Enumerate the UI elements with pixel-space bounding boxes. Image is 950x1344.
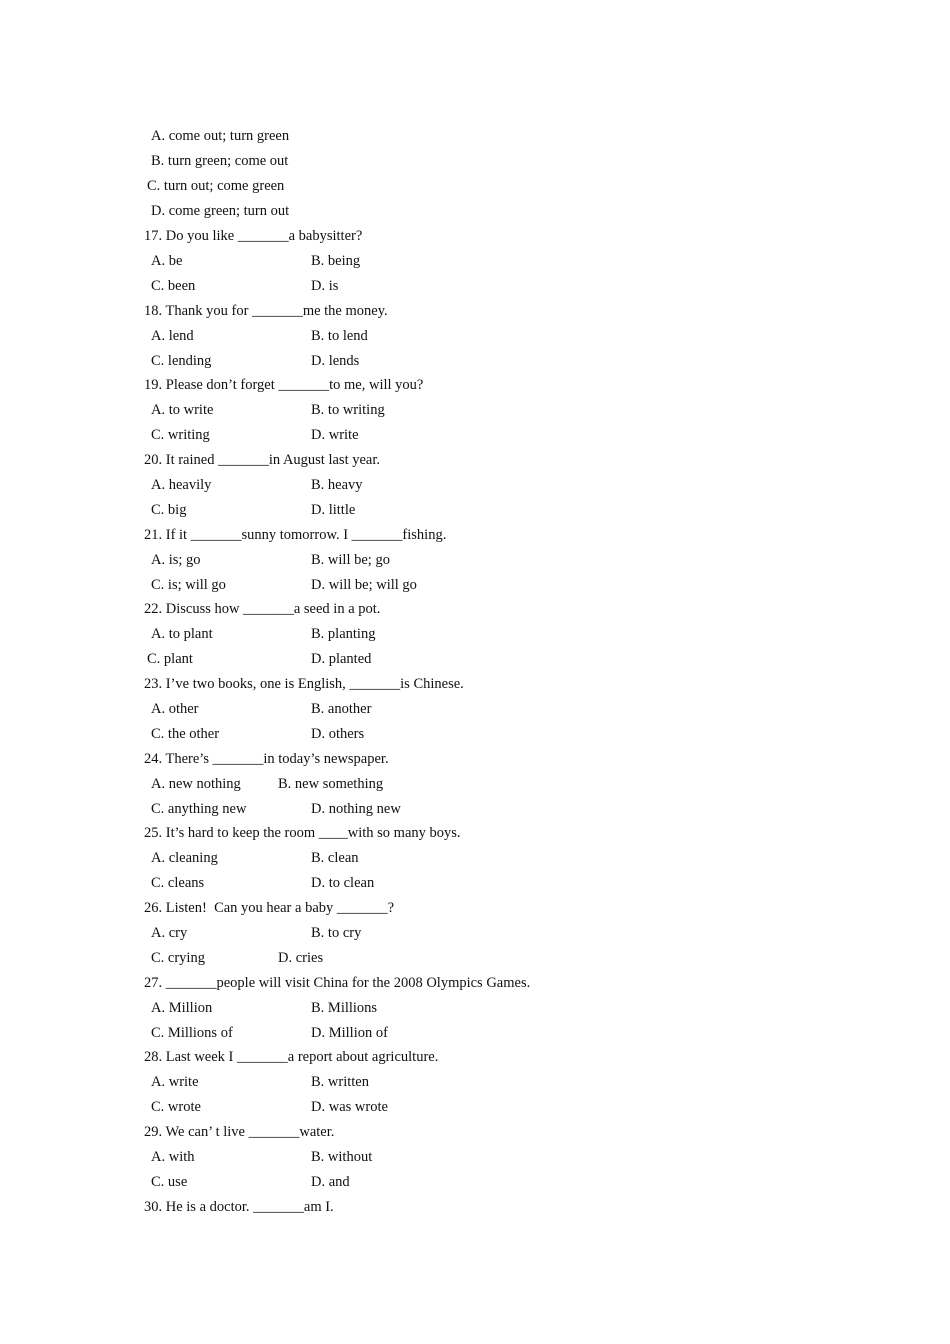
option-c: C. wrote xyxy=(151,1099,201,1115)
option-d: D. Million of xyxy=(311,1025,388,1041)
option-d: D. was wrote xyxy=(311,1099,388,1115)
option-b: B. planting xyxy=(311,626,376,642)
option-d: D. cries xyxy=(278,950,324,966)
option-d: D. others xyxy=(311,726,365,742)
option-d: D. to clean xyxy=(311,875,375,891)
option-a: A. Million xyxy=(151,1000,213,1016)
question-text: 22. Discuss how _______a seed in a pot. xyxy=(144,601,381,617)
option-b: B. will be; go xyxy=(311,552,390,568)
option-a: A. lend xyxy=(151,328,194,344)
question-text: 20. It rained _______in August last year. xyxy=(144,452,380,468)
option-a: A. be xyxy=(151,253,183,269)
option-b: B. another xyxy=(311,701,372,717)
option-a: A. cleaning xyxy=(151,850,218,866)
question-text: 27. _______people will visit China for the 2008 Olympics Games. xyxy=(144,975,531,991)
option-a: A. to plant xyxy=(151,626,213,642)
option-d: D. write xyxy=(311,427,359,443)
option-d: D. little xyxy=(311,502,356,518)
option-d: D. come green; turn out xyxy=(151,203,290,219)
option-b: B. being xyxy=(311,253,361,269)
option-b: B. to lend xyxy=(311,328,368,344)
question-text: 28. Last week I _______a report about agriculture. xyxy=(144,1049,439,1065)
option-b: B. to writing xyxy=(311,402,385,418)
option-a: A. heavily xyxy=(151,477,212,493)
option-b: B. written xyxy=(311,1074,369,1090)
question-text: 19. Please don’t forget _______to me, will you? xyxy=(144,377,424,393)
question-text: 29. We can’ t live _______water. xyxy=(144,1124,335,1140)
option-a: A. to write xyxy=(151,402,214,418)
option-d: D. planted xyxy=(311,651,372,667)
option-c: C. turn out; come green xyxy=(147,178,285,194)
option-b: B. Millions xyxy=(311,1000,378,1016)
option-b: B. turn green; come out xyxy=(151,153,289,169)
option-b: B. clean xyxy=(311,850,359,866)
option-b: B. without xyxy=(311,1149,373,1165)
option-d: D. and xyxy=(311,1174,350,1190)
question-text: 26. Listen! Can you hear a baby _______? xyxy=(144,900,395,916)
option-d: D. nothing new xyxy=(311,801,401,817)
option-c: C. cleans xyxy=(151,875,205,891)
question-text: 24. There’s _______in today’s newspaper. xyxy=(144,751,389,767)
question-text: 17. Do you like _______a babysitter? xyxy=(144,228,363,244)
option-c: C. anything new xyxy=(151,801,247,817)
option-d: D. is xyxy=(311,278,339,294)
option-c: C. lending xyxy=(151,353,212,369)
question-text: 30. He is a doctor. _______am I. xyxy=(144,1199,334,1215)
option-b: B. to cry xyxy=(311,925,362,941)
option-d: D. will be; will go xyxy=(311,577,417,593)
option-a: A. write xyxy=(151,1074,199,1090)
option-a: A. with xyxy=(151,1149,195,1165)
option-a: A. new nothing xyxy=(151,776,241,792)
option-a: A. come out; turn green xyxy=(151,128,290,144)
option-c: C. plant xyxy=(147,651,193,667)
question-text: 21. If it _______sunny tomorrow. I _______fishing. xyxy=(144,527,447,543)
option-c: C. Millions of xyxy=(151,1025,233,1041)
option-c: C. big xyxy=(151,502,187,518)
option-c: C. use xyxy=(151,1174,188,1190)
option-a: A. cry xyxy=(151,925,188,941)
option-c: C. writing xyxy=(151,427,210,443)
option-b: B. heavy xyxy=(311,477,363,493)
option-a: A. other xyxy=(151,701,199,717)
option-c: C. been xyxy=(151,278,196,294)
option-b: B. new something xyxy=(278,776,384,792)
option-c: C. the other xyxy=(151,726,220,742)
option-c: C. is; will go xyxy=(151,577,226,593)
question-text: 23. I’ve two books, one is English, _______is Chinese. xyxy=(144,676,464,692)
option-c: C. crying xyxy=(151,950,205,966)
option-d: D. lends xyxy=(311,353,360,369)
question-text: 18. Thank you for _______me the money. xyxy=(144,303,388,319)
question-text: 25. It’s hard to keep the room ____with so many boys. xyxy=(144,825,461,841)
option-a: A. is; go xyxy=(151,552,201,568)
